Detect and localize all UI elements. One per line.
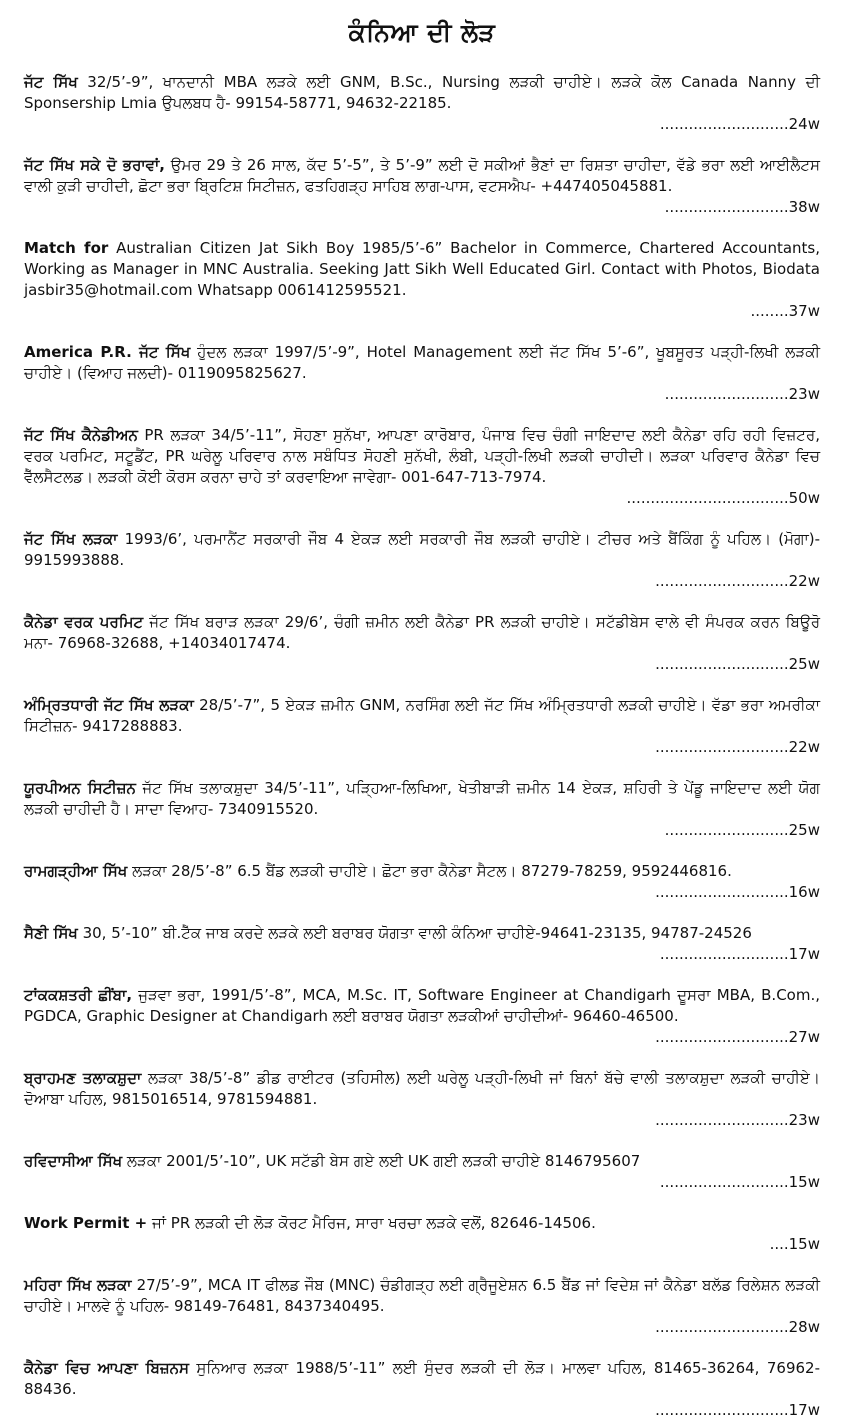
ad-text: PR ਲੜਕਾ 34/5’-11”, ਸੋਹਣਾ ਸੁਨੱਖਾ, ਆਪਣਾ ਕਾਰੋਬਾਰ, ਪੰਜਾਬ ਵਿਚ ਚੰਗੀ ਜਾਇਦਾਦ ਲਈ ਕੈਨੇਡਾ ਰਹਿ ਰਹੀ ਵਿਜ਼ਟਰ, ਵਰਕ ਪਰਮਿਟ, ਸਟੂਡੈਂਟ, PR ਘਰੇਲੂ ਪਰਿਵਾਰ ਨਾਲ ਸਬੰਧਿਤ ਸੋਹਣੀ ਸੁਨੱਖੀ, ਲੰਬੀ, ਪੜ੍ਹੀ-ਲਿਖੀ ਲੜਕੀ ਚਾਹੀਦੀ। ਲੜਕਾ ਪਰਿਵਾਰ ਕੈਨੇਡਾ ਵਿਚ ਵੈੱਲਸੈਟਲਡ। ਲੜਕੀ ਕੋਈ ਕੋਰਸ ਕਰਨਾ ਚਾਹੇ ਤਾਂ ਕਰਵਾਇਆ ਜਾਵੇਗਾ- 001-647-713-7974. <box>24 426 820 486</box>
ad-lead: ਬ੍ਰਾਹਮਣ ਤਲਾਕਸ਼ੁਦਾ <box>24 1069 142 1087</box>
ad-footer <box>24 1234 820 1255</box>
ad-body <box>24 425 820 488</box>
ad-word-count: 28w <box>788 1318 820 1336</box>
ad-lead: ਅੰਮ੍ਰਿਤਧਾਰੀ ਜੱਟ ਸਿੱਖ ਲੜਕਾ <box>24 696 194 714</box>
classified-ad <box>24 695 820 758</box>
ad-footer <box>24 488 820 509</box>
ad-body <box>24 1358 820 1400</box>
classified-ad <box>24 923 820 965</box>
ad-lead: ਕੈਨੇਡਾ ਵਰਕ ਪਰਮਿਟ <box>24 613 144 631</box>
ad-footer <box>24 737 820 758</box>
ad-word-count: 15w <box>788 1235 820 1253</box>
ad-body <box>24 1213 820 1234</box>
ad-leader-dots: ............................ <box>655 655 789 673</box>
ad-word-count: 22w <box>788 572 820 590</box>
ad-footer <box>24 882 820 903</box>
ad-footer <box>24 820 820 841</box>
ad-body <box>24 72 820 114</box>
ad-word-count: 38w <box>788 198 820 216</box>
ad-body <box>24 342 820 384</box>
ad-footer <box>24 301 820 322</box>
ad-word-count: 37w <box>788 302 820 320</box>
ad-text: ਜਾਂ PR ਲੜਕੀ ਦੀ ਲੋੜ ਕੋਰਟ ਮੈਰਿਜ, ਸਾਰਾ ਖਰਚਾ ਲੜਕੇ ਵਲੋਂ, 82646-14506. <box>147 1214 596 1232</box>
ad-body <box>24 695 820 737</box>
ad-text: 32/5’-9”, ਖਾਨਦਾਨੀ MBA ਲੜਕੇ ਲਈ GNM, B.Sc., Nursing ਲੜਕੀ ਚਾਹੀਏ। ਲੜਕੇ ਕੋਲ Canada Nanny ਦੀ Sponsership Lmia ਉਪਲਬਧ ਹੈ- 99154-58771, 94632-22185. <box>24 73 820 112</box>
ad-word-count: 23w <box>788 1111 820 1129</box>
classified-ad <box>24 155 820 218</box>
ad-body <box>24 155 820 197</box>
ad-text: ਜੁੜਵਾ ਭਰਾ, 1991/5’-8”, MCA, M.Sc. IT, Software Engineer at Chandigarh ਦੂਸਰਾ MBA, B.Com., PGDCA, Graphic Designer at Chandigarh ਲਈ ਬਰਾਬਰ ਯੋਗਤਾ ਲੜਕੀਆਂ ਚਾਹੀਦੀਆਂ- 96460-46500. <box>24 986 821 1025</box>
classified-ad <box>24 1068 820 1131</box>
ad-word-count: 25w <box>788 655 820 673</box>
ad-leader-dots: ........ <box>750 302 789 320</box>
ad-footer <box>24 1027 820 1048</box>
ad-leader-dots: ............................ <box>655 572 789 590</box>
classified-ad <box>24 1151 820 1193</box>
ad-body <box>24 529 820 571</box>
ad-lead: ਯੂਰਪੀਅਨ ਸਿਟੀਜ਼ਨ <box>24 779 136 797</box>
ad-footer <box>24 384 820 405</box>
classified-ad <box>24 1213 820 1255</box>
ad-lead: ਜੱਟ ਸਿੱਖ ਲੜਕਾ <box>24 530 118 548</box>
classified-ad <box>24 1275 820 1338</box>
ad-footer <box>24 1172 820 1193</box>
ad-leader-dots: .......................... <box>664 385 789 403</box>
ad-leader-dots: .......................... <box>664 821 789 839</box>
ad-lead: ਰਾਮਗੜ੍ਹੀਆ ਸਿੱਖ <box>24 862 128 880</box>
ad-lead: ਜੱਟ ਸਿੱਖ ਕੈਨੇਡੀਅਨ <box>24 426 138 444</box>
ad-body <box>24 1275 820 1317</box>
ad-leader-dots: ............................ <box>655 738 789 756</box>
ad-leader-dots: ........................... <box>659 115 789 133</box>
ad-body <box>24 778 820 820</box>
ad-lead: ਮਹਿਰਾ ਸਿੱਖ ਲੜਕਾ <box>24 1276 132 1294</box>
ad-lead: Match for <box>24 239 109 257</box>
ad-text: ਲੜਕਾ 38/5’-8” ਡੀਡ ਰਾਈਟਰ (ਤਹਿਸੀਲ) ਲਈ ਘਰੇਲੂ ਪੜ੍ਹੀ-ਲਿਖੀ ਜਾਂ ਬਿਨਾਂ ਬੱਚੇ ਵਾਲੀ ਤਲਾਕਸ਼ੁਦਾ ਲੜਕੀ ਚਾਹੀਏ। ਦੋਆਬਾ ਪਹਿਲ, 9815016514, 9781594881. <box>24 1069 820 1108</box>
ad-leader-dots: ............................ <box>655 1028 789 1046</box>
ad-word-count: 15w <box>788 1173 820 1191</box>
ad-word-count: 24w <box>788 115 820 133</box>
ad-leader-dots: ........................... <box>659 945 789 963</box>
ad-lead: ਟਾਂਕਕਸ਼ਤਰੀ ਛੀਂਬਾ, <box>24 986 133 1004</box>
ad-text: Australian Citizen Jat Sikh Boy 1985/5’-6” Bachelor in Commerce, Chartered Accountants, Working as Manager in MNC Australia. Seeking Jatt Sikh Well Educated Girl. Contact with Photos, Biodata jasbir35@hotmail.com Whatsapp 0061412595521. <box>24 239 820 299</box>
ad-word-count: 27w <box>788 1028 820 1046</box>
ad-word-count: 17w <box>788 1401 820 1419</box>
ad-footer <box>24 654 820 675</box>
classified-ad <box>24 72 820 135</box>
ad-leader-dots: .................................. <box>626 489 789 507</box>
ad-word-count: 16w <box>788 883 820 901</box>
ad-text: ਹੁੰਦਲ ਲੜਕਾ 1997/5’-9”, Hotel Management ਲਈ ਜੱਟ ਸਿੱਖ 5’-6”, ਖੂਬਸੂਰਤ ਪੜ੍ਹੀ-ਲਿਖੀ ਲੜਕੀ ਚਾਹੀਏ। (ਵਿਆਹ ਜਲਦੀ)- 0119095825627. <box>24 343 820 382</box>
ads-list <box>24 72 820 1421</box>
ad-text: 1993/6’, ਪਰਮਾਨੈਂਟ ਸਰਕਾਰੀ ਜੌਬ 4 ਏਕੜ ਲਈ ਸਰਕਾਰੀ ਜੌਬ ਲੜਕੀ ਚਾਹੀਏ। ਟੀਚਰ ਅਤੇ ਬੈਂਕਿੰਗ ਨੂੰ ਪਹਿਲ। (ਮੋਗਾ)- 9915993888. <box>24 530 820 569</box>
ad-text: ਸੁਨਿਆਰ ਲੜਕਾ 1988/5’-11” ਲਈ ਸੁੰਦਰ ਲੜਕੀ ਦੀ ਲੋੜ। ਮਾਲਵਾ ਪਹਿਲ, 81465-36264, 76962-88436. <box>24 1359 820 1398</box>
ad-word-count: 17w <box>788 945 820 963</box>
classified-ad <box>24 985 820 1048</box>
ad-footer <box>24 197 820 218</box>
ad-lead: ਕੈਨੇਡਾ ਵਿਚ ਆਪਣਾ ਬਿਜ਼ਨਸ <box>24 1359 189 1377</box>
classified-ad <box>24 1358 820 1421</box>
classified-ad <box>24 238 820 322</box>
ad-word-count: 23w <box>788 385 820 403</box>
ad-body <box>24 1151 820 1172</box>
classified-ad <box>24 425 820 509</box>
ad-body <box>24 612 820 654</box>
ad-lead: ਸੈਣੀ ਸਿੱਖ <box>24 924 78 942</box>
page-title: ਕੰਨਿਆ ਦੀ ਲੋੜ <box>348 18 496 47</box>
ad-text: ਜੱਟ ਸਿੱਖ ਬਰਾੜ ਲੜਕਾ 29/6’, ਚੰਗੀ ਜ਼ਮੀਨ ਲਈ ਕੈਨੇਡਾ PR ਲੜਕੀ ਚਾਹੀਏ। ਸਟੱਡੀਬੇਸ ਵਾਲੇ ਵੀ ਸੰਪਰਕ ਕਰਨ ਬਿਊਰੋ ਮਨਾ- 76968-32688, +14034017474. <box>24 613 820 652</box>
ad-footer <box>24 114 820 135</box>
ad-body <box>24 238 820 301</box>
ad-text: 27/5’-9”, MCA IT ਫੀਲਡ ਜੌਬ (MNC) ਚੰਡੀਗੜ੍ਹ ਲਈ ਗ੍ਰੈਜੂਏਸ਼ਨ 6.5 ਬੈਂਡ ਜਾਂ ਵਿਦੇਸ਼ ਜਾਂ ਕੈਨੇਡਾ ਬਲੱਡ ਰਿਲੇਸ਼ਨ ਲੜਕੀ ਚਾਹੀਏ। ਮਾਲਵੇ ਨੂੰ ਪਹਿਲ- 98149-76481, 8437340495. <box>24 1276 820 1315</box>
ad-text: ਉਮਰ 29 ਤੇ 26 ਸਾਲ, ਕੱਦ 5’-5”, ਤੇ 5’-9” ਲਈ ਦੋ ਸਕੀਆਂ ਭੈਣਾਂ ਦਾ ਰਿਸ਼ਤਾ ਚਾਹੀਦਾ, ਵੱਡੇ ਭਰਾ ਲਈ ਆਈਲੈਟਸ ਵਾਲੀ ਕੁੜੀ ਚਾਹੀਦੀ, ਛੋਟਾ ਭਰਾ ਬ੍ਰਿਟਿਸ਼ ਸਿਟੀਜ਼ਨ, ਫਤਹਿਗੜ੍ਹ ਸਾਹਿਬ ਲਾਗ-ਪਾਸ, ਵਟਸਐਪ- +447405045881. <box>24 156 820 195</box>
ad-footer <box>24 1317 820 1338</box>
ad-text: ਜੱਟ ਸਿੱਖ ਤਲਾਕਸ਼ੁਦਾ 34/5’-11”, ਪੜ੍ਹਿਆ-ਲਿਖਿਆ, ਖੇਤੀਬਾੜੀ ਜ਼ਮੀਨ 14 ਏਕੜ, ਸ਼ਹਿਰੀ ਤੇ ਪੇਂਡੂ ਜਾਇਦਾਦ ਲਈ ਯੋਗ ਲੜਕੀ ਚਾਹੀਦੀ ਹੈ। ਸਾਦਾ ਵਿਆਹ- 7340915520. <box>24 779 821 818</box>
ad-leader-dots: ............................ <box>655 1111 789 1129</box>
ad-body <box>24 861 820 882</box>
ad-lead: ਰਵਿਦਾਸੀਆ ਸਿੱਖ <box>24 1152 123 1170</box>
ad-footer <box>24 944 820 965</box>
ad-leader-dots: ............................ <box>655 1401 789 1419</box>
classified-ad <box>24 342 820 405</box>
ad-footer <box>24 1400 820 1421</box>
classified-ad <box>24 529 820 592</box>
ad-word-count: 22w <box>788 738 820 756</box>
classified-ad <box>24 861 820 903</box>
classified-ad <box>24 612 820 675</box>
ad-leader-dots: ........................... <box>659 1173 789 1191</box>
ad-leader-dots: .... <box>769 1235 789 1253</box>
ad-text: 30, 5’-10” ਬੀ.ਟੈੱਕ ਜਾਬ ਕਰਦੇ ਲੜਕੇ ਲਈ ਬਰਾਬਰ ਯੋਗਤਾ ਵਾਲੀ ਕੰਨਿਆ ਚਾਹੀਏ-94641-23135, 94787-24526 <box>77 924 752 942</box>
ad-lead: ਜੱਟ ਸਿੱਖ <box>24 73 78 91</box>
ad-word-count: 50w <box>788 489 820 507</box>
ad-word-count: 25w <box>788 821 820 839</box>
ad-lead: America P.R. ਜੱਟ ਸਿੱਖ <box>24 343 191 361</box>
ad-body <box>24 1068 820 1110</box>
ad-text: ਲੜਕਾ 28/5’-8” 6.5 ਬੈਂਡ ਲੜਕੀ ਚਾਹੀਏ। ਛੋਟਾ ਭਰਾ ਕੈਨੇਡਾ ਸੈਟਲ। 87279-78259, 9592446816. <box>127 862 732 880</box>
ad-leader-dots: ............................ <box>655 1318 789 1336</box>
ad-text: ਲੜਕਾ 2001/5’-10”, UK ਸਟੱਡੀ ਬੇਸ ਗਏ ਲਈ UK ਗਈ ਲੜਕੀ ਚਾਹੀਏ 8146795607 <box>122 1152 641 1170</box>
ad-footer <box>24 1110 820 1131</box>
ad-footer <box>24 571 820 592</box>
ad-leader-dots: .......................... <box>664 198 789 216</box>
ad-leader-dots: ............................ <box>655 883 789 901</box>
ad-body <box>24 985 820 1027</box>
ad-text: 28/5’-7”, 5 ਏਕੜ ਜ਼ਮੀਨ GNM, ਨਰਸਿੰਗ ਲਈ ਜੱਟ ਸਿੱਖ ਅੰਮ੍ਰਿਤਧਾਰੀ ਲੜਕੀ ਚਾਹੀਏ। ਵੱਡਾ ਭਰਾ ਅਮਰੀਕਾ ਸਿਟੀਜ਼ਨ- 9417288883. <box>24 696 820 735</box>
ad-lead: Work Permit + <box>24 1214 148 1232</box>
classified-ad <box>24 778 820 841</box>
ad-lead: ਜੱਟ ਸਿੱਖ ਸਕੇ ਦੋ ਭਰਾਵਾਂ, <box>24 156 165 174</box>
ad-body <box>24 923 820 944</box>
